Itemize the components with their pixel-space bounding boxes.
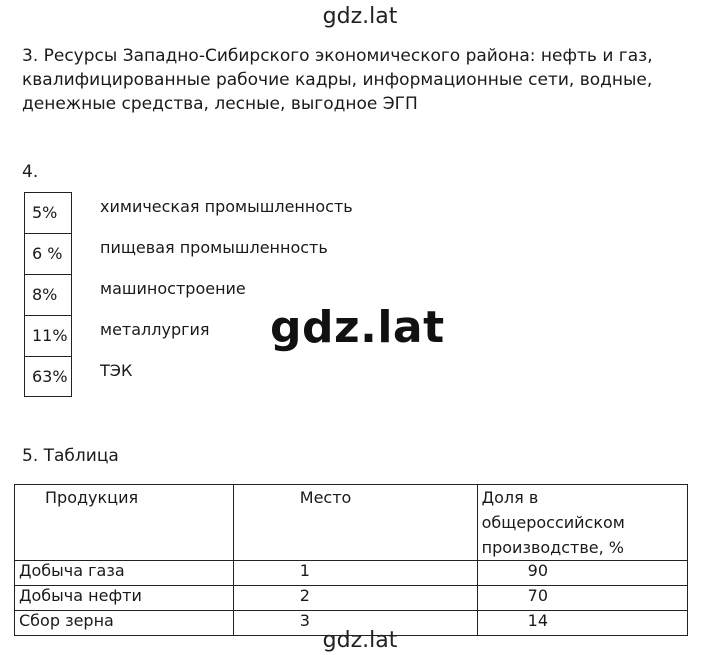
percent-cell: 11% bbox=[24, 315, 72, 356]
percent-cell: 5% bbox=[24, 192, 72, 233]
industry-labels bbox=[100, 192, 353, 397]
table-cell-product: Добыча газа bbox=[15, 561, 234, 586]
question-3-text: 3. Ресурсы Западно-Сибирского экономического района: нефть и газ, квалифицированные рабочие кадры, информационные сети, водные, денежные средства, лесные, выгодное ЭГП bbox=[22, 46, 653, 114]
industry-label: машиностроение bbox=[100, 279, 246, 298]
table-cell-place: 3 bbox=[233, 611, 477, 636]
header-share: Доля в общероссийском производстве, % bbox=[477, 485, 687, 561]
watermark-center: gdz.lat bbox=[270, 302, 445, 353]
percent-column bbox=[24, 192, 72, 397]
table-cell-share: 90 bbox=[477, 561, 687, 586]
table-cell-product: Сбор зерна bbox=[15, 611, 234, 636]
table-cell-place: 1 bbox=[233, 561, 477, 586]
industry-label: металлургия bbox=[100, 320, 210, 339]
table-row bbox=[15, 586, 688, 611]
percent-cell: 8% bbox=[24, 274, 72, 315]
question-4-number: 4. bbox=[22, 162, 39, 182]
industry-label: пищевая промышленность bbox=[100, 238, 328, 257]
watermark-bottom: gdz.lat bbox=[322, 628, 398, 653]
table-cell-place: 2 bbox=[233, 586, 477, 611]
percent-cell: 63% bbox=[24, 356, 72, 397]
watermark-top: gdz.lat bbox=[322, 4, 398, 29]
header-place: Место bbox=[233, 485, 477, 561]
industry-label: химическая промышленность bbox=[100, 197, 353, 216]
industry-label: ТЭК bbox=[100, 361, 133, 380]
table-row bbox=[15, 561, 688, 586]
table-cell-product: Добыча нефти bbox=[15, 586, 234, 611]
table-cell-share: 14 bbox=[477, 611, 687, 636]
header-product: Продукция bbox=[15, 485, 234, 561]
production-table bbox=[14, 484, 688, 636]
table-cell-share: 70 bbox=[477, 586, 687, 611]
percent-cell: 6 % bbox=[24, 233, 72, 274]
table-header-row bbox=[15, 485, 688, 561]
question-5-title: 5. Таблица bbox=[22, 446, 119, 466]
